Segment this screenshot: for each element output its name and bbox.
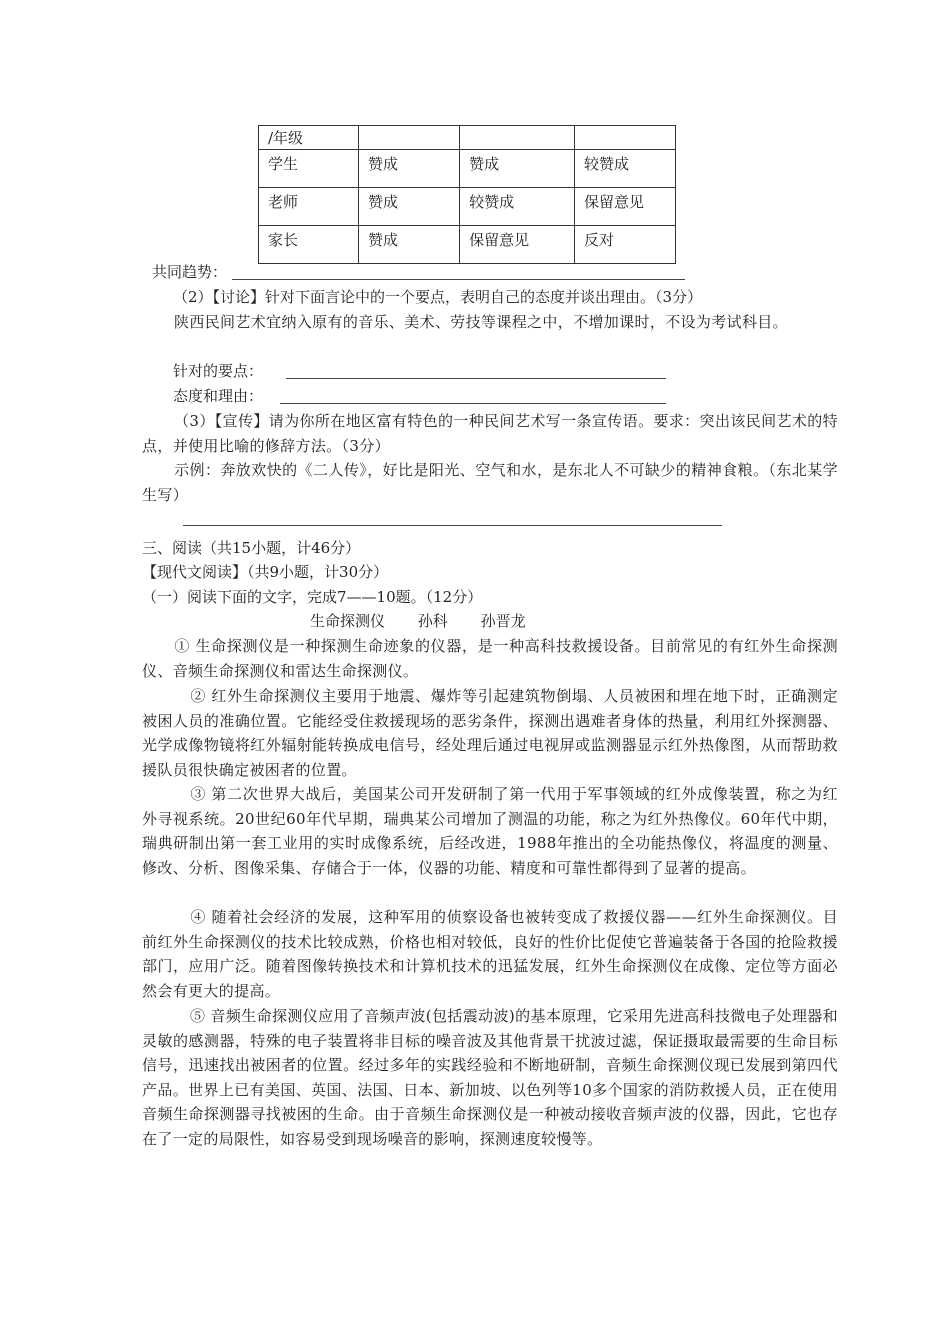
table-cell: /年级: [259, 126, 359, 150]
table-cell: [359, 126, 460, 150]
table-cell: 保留意见: [460, 226, 575, 264]
q3-example-text: 示例：奔放欢快的《二人传》，好比是阳光、空气和水，是东北人不可缺少的精神食粮。（东北某学生写）: [142, 461, 838, 504]
table-cell: [574, 126, 675, 150]
article-paragraph-2: [142, 684, 838, 782]
part-heading: （一）阅读下面的文字，完成7——10题。（12分）: [142, 588, 483, 606]
table-row: [259, 150, 676, 188]
paragraph-text: ② 红外生命探测仪主要用于地震、爆炸等引起建筑物倒塌、人员被困和埋在地下时，正确测定被困人员的准确位置。它能经受住救援现场的恶劣条件，探测出遇难者身体的热量，利用红外探测器、光学成像物镜将红外辐射能转换成电信号，经处理后通过电视屏或监测器显示红外热像图，从而帮助救援队员很快确定被困者的位置。: [142, 687, 838, 779]
section-subheading: 【现代文阅读】（共9小题，计30分）: [142, 563, 389, 581]
q2-statement: [142, 310, 838, 335]
article-author-1: 孙科: [417, 612, 448, 630]
q2-point-answer-line[interactable]: [286, 378, 666, 379]
survey-table: [258, 125, 676, 264]
table-row: [259, 188, 676, 226]
q3-prompt-text: （3）【宣传】请为你所在地区富有特色的一种民间艺术写一条宣传语。要求：突出该民间艺术的特点，并使用比喻的修辞方法。（3分）: [142, 412, 838, 455]
q2-statement-text: 陕西民间艺术宜纳入原有的音乐、美术、劳技等课程之中，不增加课时，不设为考试科目。: [174, 313, 789, 331]
table-cell: 较赞成: [460, 188, 575, 226]
paragraph-text: ① 生命探测仪是一种探测生命迹象的仪器，是一种高科技救援设备。目前常见的有红外生命探测仪、音频生命探测仪和雷达生命探测仪。: [142, 637, 838, 680]
article-title: 生命探测仪: [310, 612, 386, 630]
table-cell: [460, 126, 575, 150]
table-cell: 赞成: [460, 150, 575, 188]
common-trend-label: 共同趋势：: [152, 263, 228, 281]
q2-prompt: （2）【讨论】针对下面言论中的一个要点，表明自己的态度并谈出理由。（3分）: [173, 288, 703, 306]
q2-reason-label: 态度和理由：: [173, 387, 264, 405]
article-paragraph-4: [142, 905, 838, 1003]
q2-reason-answer-line[interactable]: [280, 403, 666, 404]
paragraph-text: ④ 随着社会经济的发展，这种军用的侦察设备也被转变成了救援仪器——红外生命探测仪。目前红外生命探测仪的技术比较成熟，价格也相对较低，良好的性价比促使它普遍装备于各国的抢险救援部门，应用广泛。随着图像转换技术和计算机技术的迅猛发展，红外生命探测仪在成像、定位等方面必然会有更大的提高。: [142, 908, 838, 1000]
table-cell: 赞成: [359, 188, 460, 226]
article-paragraph-5: [142, 1004, 838, 1152]
table-cell: 保留意见: [574, 188, 675, 226]
paragraph-text: ⑤ 音频生命探测仪应用了音频声波(包括震动波)的基本原理，它采用先进高科技微电子处理器和灵敏的感测器，特殊的电子装置将非目标的噪音波及其他背景干扰波过滤，保证摄取最需要的生命目标信号，迅速找出被困者的位置。经过多年的实践经验和不断地研制，音频生命探测仪现已发展到第四代产品。世界上已有美国、英国、法国、日本、新加坡、以色列等10多个国家的消防救援人员，正在使用音频生命探测器寻找被困的生命。由于音频生命探测仪是一种被动接收音频声波的仪器，因此，它也存在了一定的局限性，如容易受到现场噪音的影响，探测速度较慢等。: [142, 1007, 838, 1148]
q3-prompt: [142, 409, 838, 458]
table-row: [259, 226, 676, 264]
article-paragraph-3: [142, 782, 838, 880]
q3-example: [142, 458, 838, 507]
table-cell: 家长: [259, 226, 359, 264]
section-heading: 三、阅读（共15小题，计46分）: [142, 539, 361, 557]
table-cell: 老师: [259, 188, 359, 226]
table-cell: 较赞成: [574, 150, 675, 188]
q3-answer-line[interactable]: [183, 525, 722, 526]
article-paragraph-1: [142, 634, 838, 683]
article-title-line: [310, 609, 554, 633]
table-cell: 赞成: [359, 226, 460, 264]
table-cell: 反对: [574, 226, 675, 264]
table-cell: 学生: [259, 150, 359, 188]
q2-point-label: 针对的要点：: [173, 362, 264, 380]
paragraph-text: ③ 第二次世界大战后，美国某公司开发研制了第一代用于军事领域的红外成像装置，称之为红外寻视系统。20世纪60年代早期，瑞典某公司增加了测温的功能，称之为红外热像仪。60年代中期，瑞典研制出第一套工业用的实时成像系统，后经改进，1988年推出的全功能热像仪，将温度的测量、修改、分析、图像采集、存储合于一体，仪器的功能、精度和可靠性都得到了显著的提高。: [142, 785, 838, 877]
table-header-row: [259, 126, 676, 150]
article-author-2: 孙晋龙: [480, 612, 526, 630]
common-trend-answer-line[interactable]: [232, 279, 685, 280]
table-cell: 赞成: [359, 150, 460, 188]
